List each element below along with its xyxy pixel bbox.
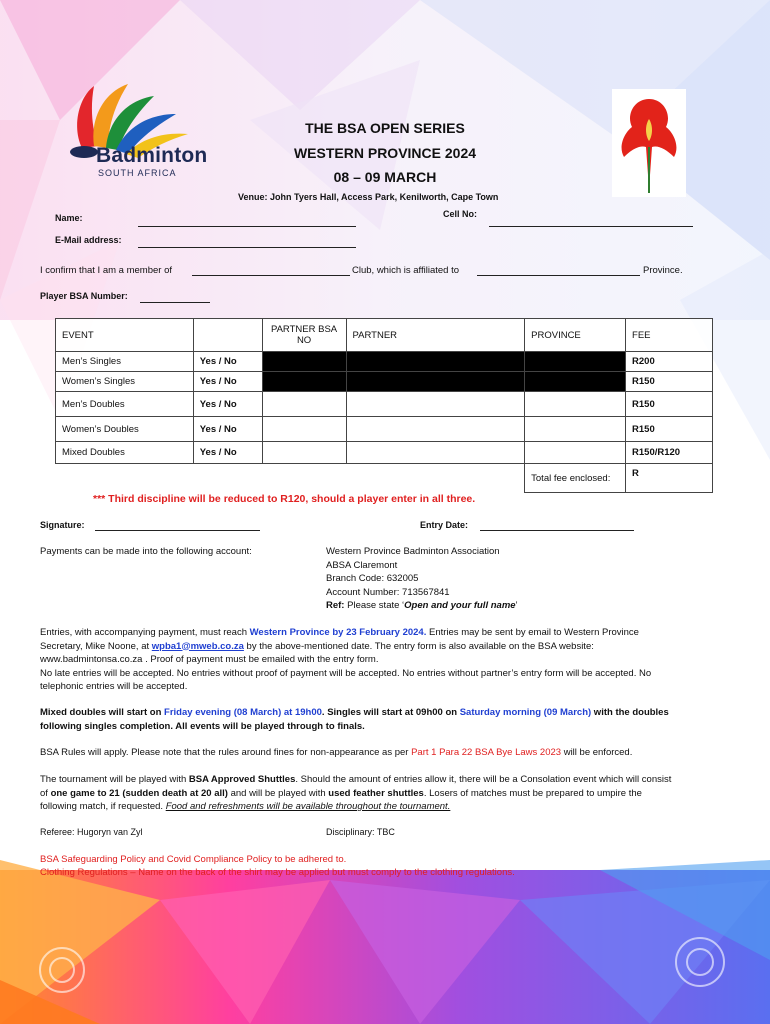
- table-row: [56, 442, 713, 464]
- schedule-paragraph: Mixed doubles will start on Friday evening (08 March) at 19h00. Singles will start at 09h00 on Saturday morning (09 March) with the doubles following singles completion. All events will be played through to finals.: [40, 707, 669, 732]
- province-cell[interactable]: [525, 417, 626, 442]
- bank-details: [326, 545, 518, 613]
- event-cell: Men’s Singles: [56, 352, 194, 372]
- partner-cell[interactable]: [346, 417, 525, 442]
- header-blank: [193, 319, 262, 352]
- event-cell: Women’s Singles: [56, 372, 194, 392]
- partner-bsa-cell[interactable]: [262, 392, 346, 417]
- bank-line: Western Province Badminton Association: [326, 546, 500, 557]
- club-field-line[interactable]: [192, 275, 350, 276]
- fee-cell: R150: [626, 392, 713, 417]
- yes-no-cell[interactable]: Yes / No: [193, 392, 262, 417]
- signature-field-line[interactable]: [95, 530, 260, 531]
- header-province: PROVINCE: [525, 319, 626, 352]
- secretary-email-link[interactable]: wpba1@mweb.co.za: [151, 640, 244, 652]
- partner-cell[interactable]: [346, 392, 525, 417]
- partner-cell[interactable]: [346, 442, 525, 464]
- cell-field-line[interactable]: [489, 226, 693, 227]
- title-dates: 08 – 09 MARCH: [333, 169, 437, 185]
- entry-date-label: Entry Date:: [420, 520, 469, 530]
- blacked-cell: [346, 352, 525, 372]
- safeguarding-note: BSA Safeguarding Policy and Covid Compliance Policy to be adhered to.: [40, 854, 347, 865]
- blacked-cell: [346, 372, 525, 392]
- blacked-cell: [525, 352, 626, 372]
- yes-no-cell[interactable]: Yes / No: [193, 372, 262, 392]
- event-cell: Men’s Doubles: [56, 392, 194, 417]
- logo-wordmark: Badminton: [96, 144, 208, 167]
- province-cell[interactable]: [525, 442, 626, 464]
- logo-subtitle: SOUTH AFRICA: [98, 168, 177, 178]
- entry-date-field-line[interactable]: [480, 530, 634, 531]
- province-cell[interactable]: [525, 392, 626, 417]
- table-row: [56, 372, 713, 392]
- table-row: [56, 392, 713, 417]
- confirm-affiliated-text: Club, which is affiliated to: [352, 265, 460, 276]
- total-fee-value[interactable]: R: [626, 464, 713, 493]
- yes-no-cell[interactable]: Yes / No: [193, 442, 262, 464]
- event-cell: Mixed Doubles: [56, 442, 194, 464]
- email-field-line[interactable]: [138, 247, 356, 248]
- total-row: [56, 464, 713, 493]
- name-field-line[interactable]: [138, 226, 356, 227]
- events-table: [55, 318, 713, 493]
- bank-line: Account Number: 713567841: [326, 586, 450, 598]
- cell-label: Cell No:: [443, 209, 478, 219]
- blacked-cell: [262, 372, 346, 392]
- third-discipline-note: *** Third discipline will be reduced to R120, should a player enter in all three.: [93, 493, 476, 505]
- name-label: Name:: [55, 213, 83, 223]
- event-cell: Women’s Doubles: [56, 417, 194, 442]
- ref-label: Ref:: [326, 600, 345, 611]
- blacked-cell: [525, 372, 626, 392]
- partner-bsa-cell[interactable]: [262, 442, 346, 464]
- confirm-member-text: I confirm that I am a member of: [40, 265, 172, 276]
- header-partner-bsa: PARTNER BSA NO: [262, 319, 346, 352]
- title-province: WESTERN PROVINCE 2024: [293, 145, 477, 161]
- bsa-number-label: Player BSA Number:: [40, 291, 128, 301]
- yes-no-cell[interactable]: Yes / No: [193, 352, 262, 372]
- red-disa-flower-icon: [612, 89, 686, 197]
- clothing-note: Clothing Regulations – Name on the back of the shirt may be applied but must comply to the clothing regulations.: [40, 867, 515, 878]
- header-fee: FEE: [626, 319, 713, 352]
- disciplinary-text: Disciplinary: TBC: [326, 827, 395, 837]
- bank-line: Branch Code: 632005: [326, 573, 419, 584]
- province-field-line[interactable]: [477, 275, 640, 276]
- blacked-cell: [262, 352, 346, 372]
- signature-label: Signature:: [40, 520, 85, 530]
- fee-cell: R150/R120: [626, 442, 713, 464]
- table-row: [56, 352, 713, 372]
- reference-line: Ref: Please state ‘Open and your full name’: [326, 600, 518, 611]
- bank-line: ABSA Claremont: [326, 559, 398, 571]
- venue-text: Venue: John Tyers Hall, Access Park, Kenilworth, Cape Town: [238, 192, 499, 202]
- table-row: [56, 417, 713, 442]
- rules-paragraph: BSA Rules will apply. Please note that the rules around fines for non-appearance as per Part 1 Para 22 BSA Bye Laws 2023 will be enforced.: [40, 747, 633, 758]
- fee-cell: R150: [626, 372, 713, 392]
- partner-bsa-cell[interactable]: [262, 417, 346, 442]
- badminton-sa-logo: [64, 78, 234, 183]
- email-label: E-Mail address:: [55, 235, 122, 245]
- title-series: THE BSA OPEN SERIES: [305, 120, 465, 136]
- total-fee-label: Total fee enclosed:: [525, 464, 626, 493]
- header-partner: PARTNER: [346, 319, 525, 352]
- fee-cell: R150: [626, 417, 713, 442]
- confirm-province-text: Province.: [643, 265, 683, 276]
- fee-cell: R200: [626, 352, 713, 372]
- tournament-paragraph: The tournament will be played with BSA Approved Shuttles. Should the amount of entries allow it, there will be a Consolation event which will consist of one game to 21 (sudden death at 20 all) and will be played with used feather shuttles. Losers of matches must be prepared to umpire the following match, if requested. Food and refreshments will be available throughout the tournament.: [40, 774, 672, 812]
- entries-paragraph: Entries, with accompanying payment, must reach Western Province by 23 February 2024. Entries may be sent by email to Western Province Secretary, Mike Noone, at wpba1@mweb.co.za by the above-mentioned date. The entry form is also available on the BSA website: www.badmintonsa.co.za . Proof of payment must be emailed with the entry form. No late entries will be accepted. No entries without proof of payment will be accepted. No entries without partner’s entry form will be accepted. No telephonic entries will be accepted.: [40, 627, 652, 692]
- yes-no-cell[interactable]: Yes / No: [193, 417, 262, 442]
- header-event: EVENT: [56, 319, 194, 352]
- referee-text: Referee: Hugoryn van Zyl: [40, 827, 143, 837]
- bsa-number-field-line[interactable]: [140, 302, 210, 303]
- table-header-row: [56, 319, 713, 352]
- payment-intro: Payments can be made into the following account:: [40, 546, 252, 557]
